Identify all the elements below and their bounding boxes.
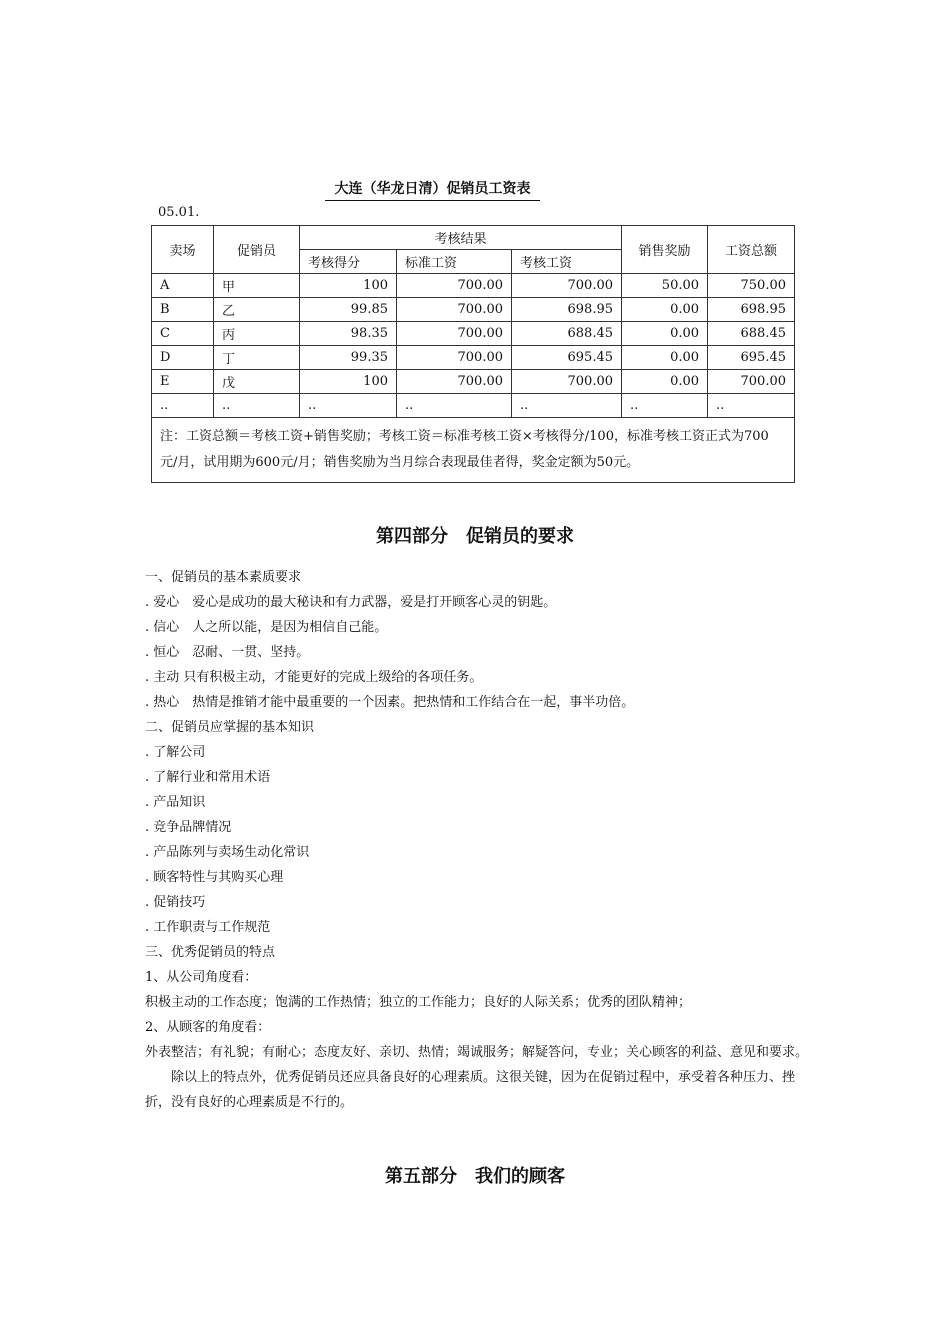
text-line: . 爱心 爱心是成功的最大秘诀和有力武器，爱是打开顾客心灵的钥匙。 (145, 595, 557, 610)
table-title: 大连（华龙日清）促销员工资表 (325, 178, 540, 201)
cell-score: 98.35 (300, 322, 397, 346)
cell-total: .. (708, 394, 795, 418)
text-line: . 促销技巧 (145, 895, 206, 910)
text-line: 二、促销员应掌握的基本知识 (145, 720, 315, 735)
cell-promoter: 甲 (214, 274, 300, 298)
table-note-row (152, 418, 795, 483)
text-line: . 工作职责与工作规范 (145, 920, 271, 935)
table-row (152, 298, 795, 322)
cell-score: 100 (300, 274, 397, 298)
cell-assessed: .. (512, 394, 622, 418)
text-line: . 竞争品牌情况 (145, 820, 232, 835)
header-score: 考核得分 (300, 250, 397, 274)
text-line: 1、从公司角度看： (145, 970, 258, 985)
table-note: 注：工资总额＝考核工资+销售奖励；考核工资＝标准考核工资×考核得分/100，标准考核工资正式为700元/月，试用期为600元/月；销售奖励为当月综合表现最佳者得，奖金定额为50元。 (152, 418, 795, 483)
text-line: . 顾客特性与其购买心理 (145, 870, 284, 885)
cell-promoter: 戊 (214, 370, 300, 394)
cell-promoter: 乙 (214, 298, 300, 322)
cell-total: 750.00 (708, 274, 795, 298)
cell-standard: 700.00 (397, 274, 512, 298)
closing-paragraph: 除以上的特点外，优秀促销员还应具备良好的心理素质。这很关键，因为在促销过程中，承受着各种压力、挫折，没有良好的心理素质是不行的。 (145, 1070, 796, 1110)
text-line: 一、促销员的基本素质要求 (145, 570, 302, 585)
header-total-wage: 工资总额 (708, 226, 795, 274)
cell-standard: 700.00 (397, 370, 512, 394)
text-line: 2、从顾客的角度看： (145, 1020, 271, 1035)
cell-store: B (152, 298, 214, 322)
cell-store: A (152, 274, 214, 298)
cell-standard: 700.00 (397, 322, 512, 346)
cell-bonus: 0.00 (622, 370, 708, 394)
cell-score: 99.85 (300, 298, 397, 322)
cell-store: D (152, 346, 214, 370)
cell-total: 698.95 (708, 298, 795, 322)
table-row (152, 370, 795, 394)
header-assessed-wage: 考核工资 (512, 250, 622, 274)
text-line: . 热心 热情是推销才能中最重要的一个因素。把热情和工作结合在一起，事半功倍。 (145, 695, 635, 710)
table-row (152, 322, 795, 346)
wage-table (151, 225, 795, 483)
cell-score: 100 (300, 370, 397, 394)
cell-promoter: 丁 (214, 346, 300, 370)
header-store: 卖场 (152, 226, 214, 274)
table-row (152, 274, 795, 298)
customer-view-text: 外表整洁；有礼貌；有耐心；态度友好、亲切、热情；竭诚服务；解疑答问，专业；关心顾客的利益、意见和要求。 (145, 1045, 809, 1060)
cell-standard: .. (397, 394, 512, 418)
cell-bonus: 0.00 (622, 322, 708, 346)
cell-score: 99.35 (300, 346, 397, 370)
cell-promoter: 丙 (214, 322, 300, 346)
table-row (152, 394, 795, 418)
cell-store: .. (152, 394, 214, 418)
cell-store: E (152, 370, 214, 394)
cell-standard: 700.00 (397, 298, 512, 322)
part5-title: 第五部分 我们的顾客 (385, 1166, 565, 1187)
cell-assessed: 695.45 (512, 346, 622, 370)
cell-assessed: 688.45 (512, 322, 622, 346)
cell-promoter: .. (214, 394, 300, 418)
text-line: . 产品知识 (145, 795, 206, 810)
text-line: 三、优秀促销员的特点 (145, 945, 276, 960)
text-line: 积极主动的工作态度；饱满的工作热情；独立的工作能力；良好的人际关系；优秀的团队精神； (145, 995, 692, 1010)
cell-standard: 700.00 (397, 346, 512, 370)
header-promoter: 促销员 (214, 226, 300, 274)
table-header-row (152, 226, 795, 250)
cell-bonus: .. (622, 394, 708, 418)
cell-total: 688.45 (708, 322, 795, 346)
header-assessment-result: 考核结果 (300, 226, 622, 250)
table-row (152, 346, 795, 370)
cell-assessed: 700.00 (512, 274, 622, 298)
part4-title: 第四部分 促销员的要求 (376, 526, 574, 547)
cell-bonus: 50.00 (622, 274, 708, 298)
text-line: . 恒心 忍耐、一贯、坚持。 (145, 645, 310, 660)
part4-body (145, 565, 810, 1115)
text-line: . 产品陈列与卖场生动化常识 (145, 845, 310, 860)
text-line: . 了解行业和常用术语 (145, 770, 271, 785)
cell-assessed: 700.00 (512, 370, 622, 394)
cell-total: 700.00 (708, 370, 795, 394)
text-line: . 了解公司 (145, 745, 206, 760)
cell-assessed: 698.95 (512, 298, 622, 322)
header-sales-bonus: 销售奖励 (622, 226, 708, 274)
part4-lines (145, 565, 810, 1040)
cell-total: 695.45 (708, 346, 795, 370)
text-line: . 信心 人之所以能，是因为相信自己能。 (145, 620, 388, 635)
header-standard-wage: 标准工资 (397, 250, 512, 274)
text-line: . 主动 只有积极主动，才能更好的完成上级给的各项任务。 (145, 670, 483, 685)
cell-score: .. (300, 394, 397, 418)
cell-bonus: 0.00 (622, 298, 708, 322)
cell-store: C (152, 322, 214, 346)
table-date: 05.01. (158, 205, 200, 220)
cell-bonus: 0.00 (622, 346, 708, 370)
